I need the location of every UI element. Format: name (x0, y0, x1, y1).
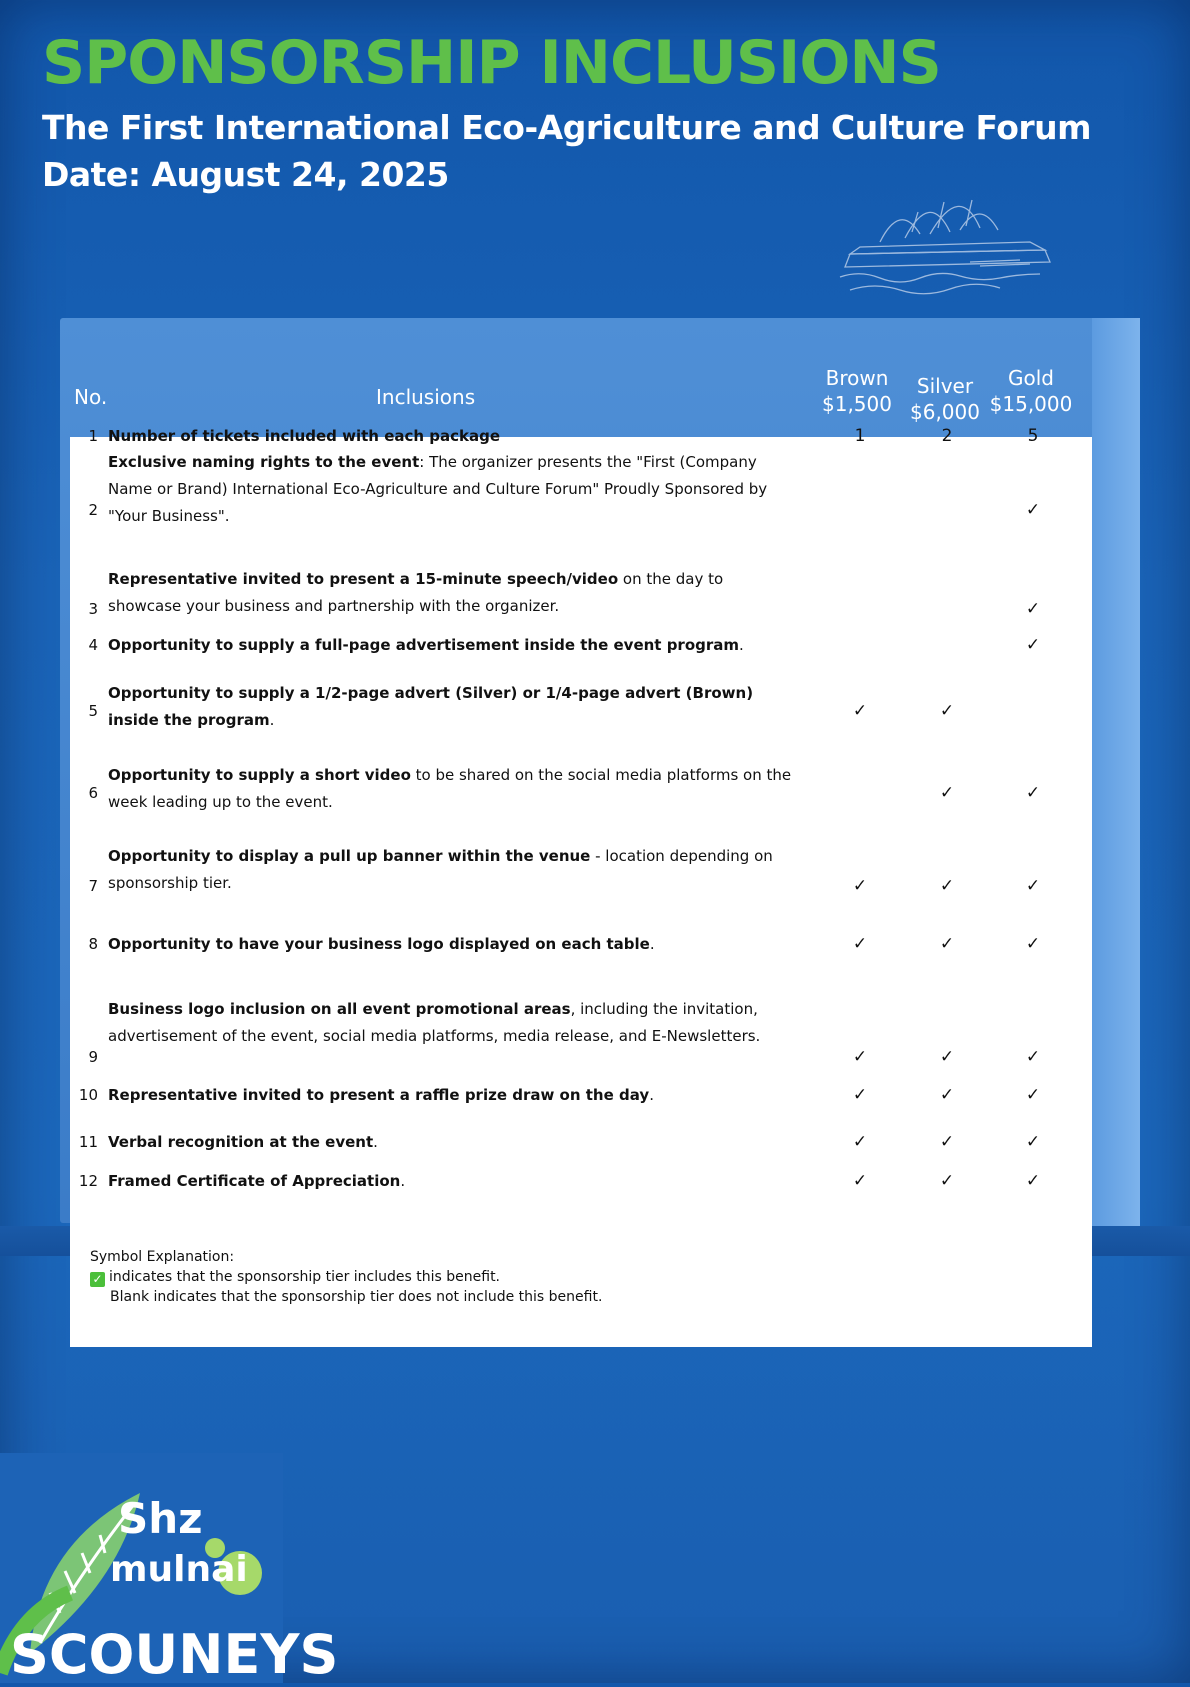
row-number: 1 (88, 427, 98, 445)
tier-cell-gold: ✓ (1025, 500, 1041, 520)
row-number: 5 (88, 702, 98, 720)
row-description-rest: to be shared on the social media platforms on the week leading up to the event. (108, 766, 792, 811)
tier-cell-gold: ✓ (1025, 1171, 1041, 1191)
tier-name: Silver (916, 374, 974, 398)
leaf-logo-icon (0, 1453, 339, 1686)
tier-cell-gold: ✓ (1025, 599, 1041, 619)
tier-name: Gold (1008, 366, 1054, 390)
tier-cell-silver: ✓ (939, 876, 955, 896)
row-description (108, 1129, 798, 1156)
tier-cell-silver: ✓ (939, 783, 955, 803)
row-description-bold: Opportunity to display a pull up banner within the venue (108, 847, 591, 865)
tier-cell-brown: ✓ (852, 934, 868, 954)
row-description-bold: Opportunity to have your business logo displayed on each table (108, 935, 650, 953)
row-number: 4 (88, 636, 98, 654)
event-subtitle: The First International Eco-Agriculture and Culture Forum (42, 108, 1092, 147)
row-description (108, 843, 798, 897)
row-description (108, 996, 798, 1050)
symbol-legend (90, 1247, 990, 1307)
page-title: SPONSORSHIP INCLUSIONS (42, 28, 941, 98)
opera-house-sketch-icon (820, 172, 1080, 317)
row-description-bold: Business logo inclusion on all event promotional areas (108, 1000, 571, 1018)
row-description-rest: - location depending on sponsorship tier. (108, 847, 773, 892)
tier-cell-brown: ✓ (852, 876, 868, 896)
row-number: 6 (88, 784, 98, 802)
row-description-rest: : The organizer presents the "First (Company Name or Brand) International Eco-Agriculture and Culture Forum" Proudly Sponsored by "Your Business". (108, 453, 768, 525)
tier-cell-gold: ✓ (1025, 635, 1041, 655)
logo-line-2: mulnai (110, 1549, 248, 1590)
row-number: 9 (88, 1048, 98, 1066)
platform-side (1092, 318, 1140, 1228)
tier-cell-gold: ✓ (1025, 1047, 1041, 1067)
tier-cell-gold: ✓ (1025, 1085, 1041, 1105)
row-description (108, 931, 798, 958)
tier-header-brown (814, 365, 900, 417)
row-description-rest: . (373, 1133, 378, 1151)
tier-cell-brown: ✓ (852, 1047, 868, 1067)
column-header-inclusions: Inclusions (376, 385, 476, 409)
tier-cell-brown: ✓ (852, 701, 868, 721)
logo-line-3: SCOUNEYS (10, 1623, 339, 1686)
tier-price: $1,500 (822, 392, 892, 416)
tier-cell-silver: ✓ (939, 1132, 955, 1152)
tier-cell-brown: ✓ (852, 1132, 868, 1152)
legend-blank-text: Blank indicates that the sponsorship tier does not include this benefit. (110, 1289, 603, 1305)
row-description-bold: Opportunity to supply a short video (108, 766, 411, 784)
tier-cell-brown: ✓ (852, 1085, 868, 1105)
row-number: 12 (78, 1172, 98, 1190)
row-number: 7 (88, 877, 98, 895)
tier-cell-silver: ✓ (939, 1085, 955, 1105)
row-description (108, 762, 798, 816)
row-description-rest: . (269, 711, 275, 729)
row-description (108, 680, 798, 734)
tier-cell-gold: ✓ (1025, 1132, 1041, 1152)
row-number: 2 (88, 501, 98, 519)
tier-header-silver (902, 373, 988, 425)
tier-cell-gold: ✓ (1025, 783, 1041, 803)
tier-cell-brown: 1 (854, 426, 866, 446)
legend-heading: Symbol Explanation: (90, 1249, 235, 1265)
row-description-rest: . (649, 1086, 654, 1104)
row-description (108, 1168, 798, 1195)
row-number: 8 (88, 935, 98, 953)
row-description-rest: . (649, 935, 655, 953)
tier-cell-gold: ✓ (1025, 876, 1041, 896)
row-description-bold: Exclusive naming rights to the event (108, 453, 420, 471)
row-number: 10 (78, 1086, 98, 1104)
row-number: 11 (78, 1133, 98, 1151)
tier-cell-brown: ✓ (852, 1171, 868, 1191)
legend-included-row (90, 1267, 990, 1287)
brand-logo (0, 1453, 339, 1686)
row-description (108, 1082, 798, 1109)
row-description-rest: on the day to showcase your business and partnership with the organizer. (108, 570, 724, 615)
tier-price: $6,000 (910, 400, 980, 424)
column-header-no: No. (74, 385, 108, 409)
row-description-bold: Representative invited to present a 15-minute speech/video (108, 570, 619, 588)
tier-cell-silver: ✓ (939, 1171, 955, 1191)
row-description-bold: Representative invited to present a raffle prize draw on the day (108, 1086, 650, 1104)
tier-header-gold (988, 365, 1074, 417)
row-description (108, 449, 798, 530)
logo-line-1: Shz (118, 1494, 203, 1543)
legend-included-text: indicates that the sponsorship tier includes this benefit. (109, 1269, 501, 1285)
inclusions-table (70, 426, 1092, 1347)
tier-cell-silver: ✓ (939, 934, 955, 954)
row-description-rest: . (400, 1172, 406, 1190)
row-description-rest: , including the invitation, advertisement of the event, social media platforms, media release, and E-Newsletters. (108, 1000, 761, 1045)
row-description-bold: Framed Certificate of Appreciation (108, 1172, 401, 1190)
row-number: 3 (88, 600, 98, 618)
tier-price: $15,000 (989, 392, 1073, 416)
row-description-bold: Number of tickets included with each package (108, 427, 501, 445)
check-box-icon: ✓ (90, 1272, 105, 1287)
event-date: Date: August 24, 2025 (42, 155, 449, 194)
row-description (108, 566, 798, 620)
tier-cell-gold: 5 (1027, 426, 1039, 446)
tier-cell-silver: ✓ (939, 1047, 955, 1067)
tier-cell-silver: 2 (941, 426, 953, 446)
row-description-bold: Verbal recognition at the event (108, 1133, 374, 1151)
tier-cell-silver: ✓ (939, 701, 955, 721)
tier-cell-gold: ✓ (1025, 934, 1041, 954)
row-description-bold: Opportunity to supply a full-page advertisement inside the event program (108, 636, 740, 654)
row-description (108, 423, 798, 450)
row-description (108, 632, 798, 659)
tier-name: Brown (825, 366, 889, 390)
row-description-bold: Opportunity to supply a 1/2-page advert (Silver) or 1/4-page advert (Brown) inside the program (108, 684, 754, 729)
row-description-rest: . (739, 636, 744, 654)
